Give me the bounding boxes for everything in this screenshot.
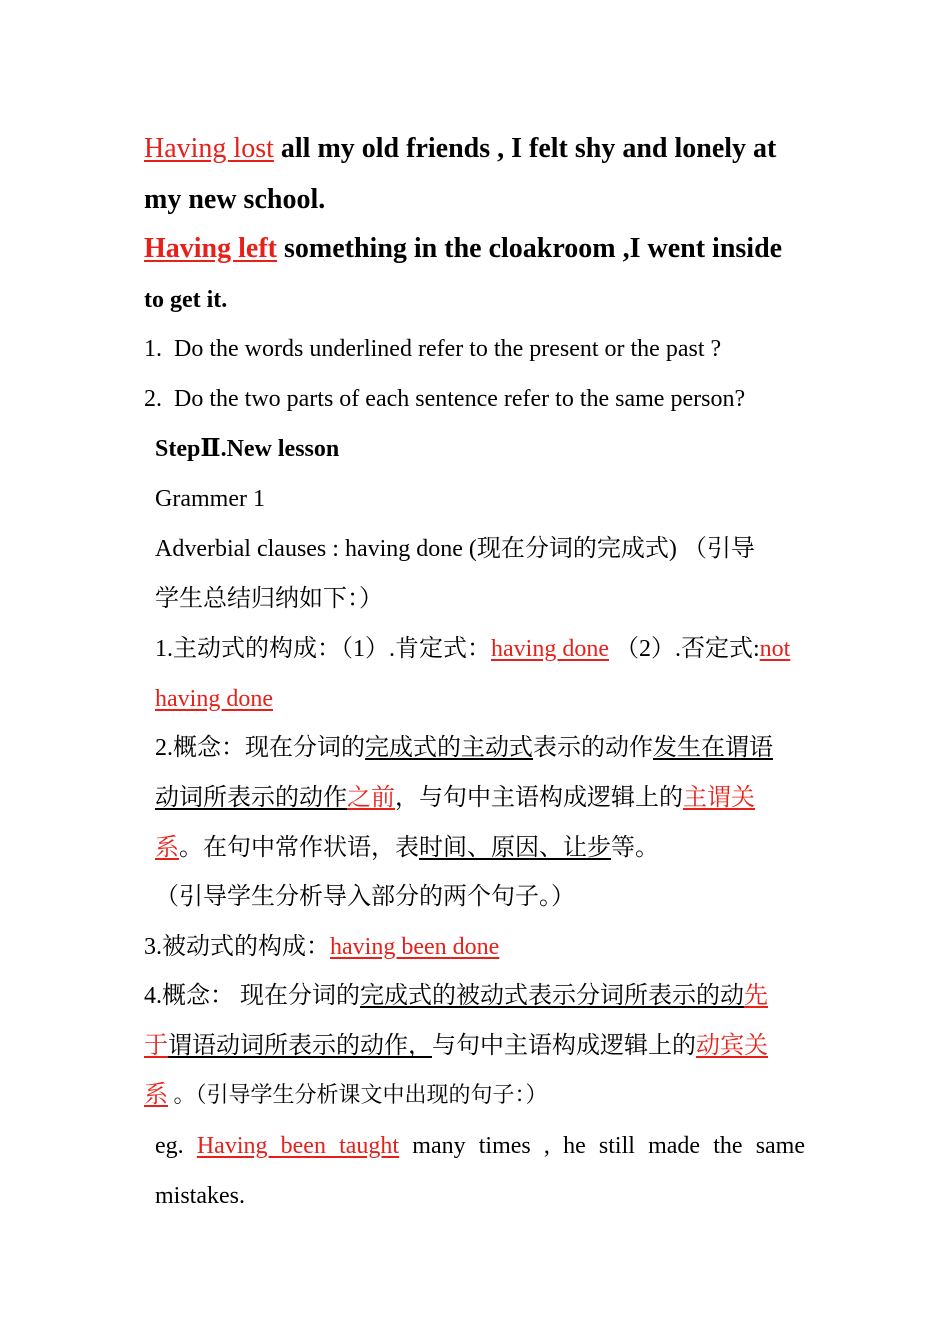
red-underlined-run: 先	[744, 983, 768, 1009]
underlined-run: 完成式的被动式表示分词所表示的动	[360, 983, 744, 1009]
point-1-cont	[155, 684, 273, 714]
negative-label: （2）.否定式:	[608, 636, 760, 662]
step-heading: StepⅡ.New lesson	[155, 436, 340, 462]
affirmative-form: having done	[491, 636, 609, 662]
example-prefix: eg.	[155, 1133, 197, 1159]
point-2-line-2	[155, 783, 755, 813]
red-underlined-run: 动宾关	[696, 1033, 768, 1059]
red-underlined-run: 于	[144, 1033, 168, 1059]
intro-sentence-1-cont: my new school.	[144, 184, 326, 215]
red-underlined-run: 主谓关	[683, 785, 755, 811]
question-1	[144, 334, 721, 364]
sentence-text: something in the cloakroom ,I went inside	[277, 233, 783, 264]
negative-form-end: having done	[155, 686, 273, 712]
intro-sentence-2-cont: to get it.	[144, 287, 228, 313]
text-run: 表示的动作	[533, 735, 653, 761]
example-line-2: mistakes.	[155, 1183, 245, 1209]
intro-sentence-1	[144, 132, 776, 166]
text-run: 。（引导学生分析课文中出现的句子：）	[168, 1082, 548, 1107]
text-run: 3.被动式的构成：	[144, 934, 330, 960]
point-2-line-3	[155, 833, 659, 863]
point-1	[155, 634, 790, 664]
underlined-run: 完成式的主动式	[365, 735, 533, 761]
question-text: Do the two parts of each sentence refer to the same person?	[174, 386, 746, 412]
point-4-line-1	[144, 981, 768, 1011]
text-run: 2.概念：现在分词的	[155, 735, 365, 761]
underlined-run: 发生在谓语	[653, 735, 773, 761]
adverbial-line-1: Adverbial clauses : having done (现在分词的完成式) （引导	[155, 536, 755, 562]
intro-sentence-2	[144, 232, 782, 266]
passive-form: having been done	[330, 934, 500, 960]
point-1-label: 1.主动式的构成：（1）.肯定式：	[155, 636, 491, 662]
text-run: 等。	[611, 835, 659, 861]
text-run: 与句中主语构成逻辑上的	[432, 1033, 696, 1059]
question-number: 2.	[144, 386, 162, 412]
red-underlined-run: 之前	[347, 785, 395, 811]
example-phrase: Having been taught	[196, 1133, 400, 1159]
adverbial-line-2: 学生总结归纳如下：）	[155, 586, 383, 612]
red-underlined-run: 系	[144, 1082, 168, 1108]
question-text: Do the words underlined refer to the present or the past ?	[174, 336, 722, 362]
text-run: 4.概念： 现在分词的	[144, 983, 360, 1009]
point-2-line-1	[155, 733, 773, 763]
point-3	[144, 932, 499, 962]
red-underlined-run: 系	[155, 835, 179, 861]
example-line-1	[155, 1131, 805, 1161]
point-2-note: （引导学生分析导入部分的两个句子。）	[155, 884, 575, 910]
text-run: 。在句中常作状语，表	[179, 835, 419, 861]
sentence-text: all my old friends , I felt shy and lonely at	[273, 133, 777, 164]
example-text: many times , he still made the same	[399, 1133, 806, 1159]
underlined-run: 动词所表示的动作	[155, 785, 347, 811]
underlined-phrase: Having left	[144, 233, 277, 264]
point-4-line-2	[144, 1031, 768, 1061]
text-run: ，与句中主语构成逻辑上的	[395, 785, 683, 811]
underlined-run: 时间、原因、让步	[419, 835, 611, 861]
question-2	[144, 384, 745, 414]
underlined-run: 谓语动词所表示的动作，	[168, 1033, 432, 1059]
question-number: 1.	[144, 336, 162, 362]
grammar-title: Grammer 1	[155, 486, 265, 512]
underlined-phrase: Having lost	[144, 133, 274, 164]
negative-form-start: not	[759, 636, 791, 662]
point-4-line-3	[144, 1080, 548, 1110]
